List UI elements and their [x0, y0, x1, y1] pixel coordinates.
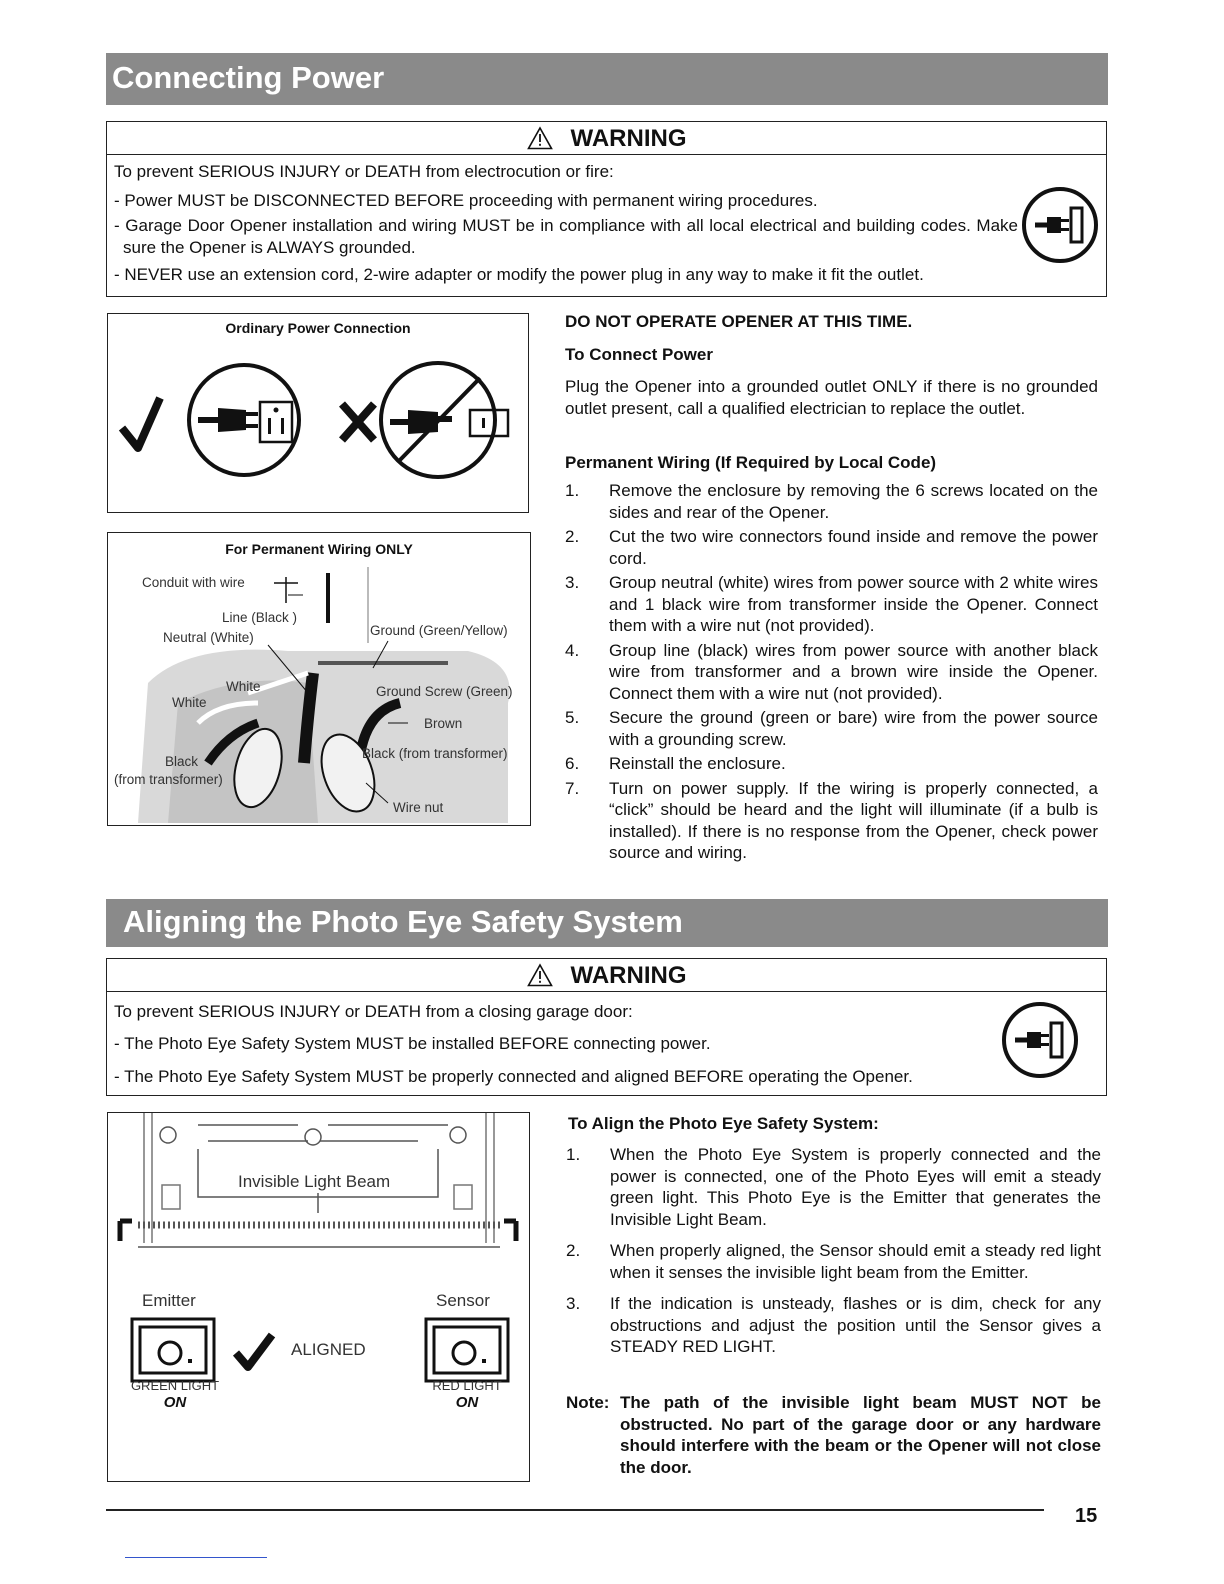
warning-item: - NEVER use an extension cord, 2-wire adapter or modify the power plug in any way to make it fit the outlet. — [114, 265, 924, 284]
label-black-from-transformer: Black (from transformer) — [362, 746, 508, 761]
emitter-photo-eye-icon — [130, 1317, 216, 1383]
label-white: White — [172, 695, 207, 710]
label-white: White — [226, 679, 261, 694]
warning-item: - The Photo Eye Safety System MUST be properly connected and aligned BEFORE operating the Opener. — [114, 1067, 913, 1086]
label-wire-nut: Wire nut — [393, 800, 444, 815]
section-title-text: Aligning the Photo Eye Safety System — [123, 904, 683, 939]
label-black: Black — [165, 754, 199, 769]
label-ground-screw: Ground Screw (Green) — [376, 684, 513, 699]
garage-door-beam-illustration — [108, 1113, 529, 1273]
warning-item: - Power MUST be DISCONNECTED BEFORE proceeding with permanent wiring procedures. — [114, 191, 818, 210]
warning-triangle-icon — [527, 126, 553, 150]
label-from-transformer: (from transformer) — [114, 772, 223, 787]
align-steps — [566, 1144, 1101, 1358]
warning-triangle-icon — [527, 963, 553, 987]
step-text: Turn on power supply. If the wiring is properly connected, a “click” should be heard and the light will illuminate (if a bulb is installed). If there is no response from the Opener, check power source and wiring. — [609, 778, 1098, 862]
x-mark-icon — [342, 404, 374, 440]
beam-label: Invisible Light Beam — [238, 1172, 391, 1191]
connect-power-heading: To Connect Power — [565, 345, 713, 364]
step-item — [565, 640, 1098, 705]
unplug-icon — [1019, 184, 1101, 266]
check-icon — [232, 1331, 276, 1373]
note-label: Note: — [566, 1393, 610, 1412]
step-number: 6. — [565, 754, 580, 773]
right-rail-bracket — [504, 1221, 516, 1241]
unplug-icon — [999, 999, 1081, 1081]
emitter-label: Emitter — [142, 1291, 196, 1310]
step-item — [565, 753, 1098, 775]
step-text: When properly aligned, the Sensor should emit a steady red light when it senses the invisible light beam from the Emitter. — [610, 1241, 1101, 1282]
step-text: Group line (black) wires from power source with another black wire from transformer and a brown wire inside the Opener. Connect them with a wire nut (not provided). — [609, 640, 1098, 703]
warning-box-electrocution — [106, 121, 1107, 297]
notice-do-not-operate: DO NOT OPERATE OPENER AT THIS TIME. — [565, 312, 913, 331]
step-item — [565, 572, 1098, 637]
section-title-photo-eye — [106, 899, 1108, 947]
step-number: 4. — [565, 640, 580, 660]
permanent-wiring-heading: Permanent Wiring (If Required by Local Code) — [565, 453, 937, 472]
label-brown: Brown — [424, 716, 463, 731]
warning-box-closing-door — [106, 958, 1107, 1096]
step-item — [565, 707, 1098, 750]
step-number: 2. — [566, 1241, 581, 1260]
step-item — [565, 480, 1098, 523]
warning-intro: To prevent SERIOUS INJURY or DEATH from a closing garage door: — [114, 1002, 633, 1021]
step-text: Secure the ground (green or bare) wire from the power source with a grounding screw. — [609, 708, 1098, 749]
align-note — [566, 1392, 1101, 1478]
step-item — [566, 1293, 1101, 1358]
warning-heading: WARNING — [107, 959, 1106, 992]
step-text: Remove the enclosure by removing the 6 screws located on the sides and rear of the Opener. — [609, 481, 1098, 522]
red-light-label: RED LIGHT — [432, 1378, 502, 1393]
check-icon — [122, 398, 160, 448]
figure-photo-eye — [107, 1112, 530, 1482]
step-number: 2. — [565, 527, 580, 546]
step-item — [565, 526, 1098, 569]
figure-caption: Ordinary Power Connection — [225, 320, 411, 336]
step-number: 3. — [566, 1294, 581, 1313]
section-title-connecting-power — [106, 53, 1108, 105]
align-heading: To Align the Photo Eye Safety System: — [568, 1114, 879, 1133]
figure-power-connection — [107, 313, 529, 513]
step-number: 5. — [565, 708, 580, 727]
sensor-photo-eye-icon — [424, 1317, 510, 1383]
warning-item: - Garage Door Opener installation and wiring MUST be in compliance with all local electrical and building codes. Make sure the Opener is ALWAYS grounded. — [114, 216, 1018, 257]
footer-link-line — [125, 1557, 267, 1558]
step-item — [565, 778, 1098, 864]
step-number: 7. — [565, 778, 580, 798]
figure-caption: For Permanent Wiring ONLY — [225, 541, 413, 557]
step-item — [566, 1144, 1101, 1230]
step-text: Reinstall the enclosure. — [609, 754, 786, 773]
aligned-label: ALIGNED — [291, 1340, 366, 1359]
left-rail-bracket — [120, 1221, 132, 1241]
sensor-on-label: ON — [455, 1394, 479, 1411]
step-item — [566, 1240, 1101, 1283]
step-text: Cut the two wire connectors found inside and remove the power cord. — [609, 527, 1098, 568]
step-number: 1. — [566, 1145, 581, 1164]
step-number: 3. — [565, 573, 580, 592]
figure-permanent-wiring — [107, 532, 531, 826]
green-light-label: GREEN LIGHT — [130, 1378, 220, 1393]
footer-rule — [106, 1509, 1044, 1511]
label-neutral: Neutral (White) — [163, 630, 254, 645]
step-text: If the indication is unsteady, flashes or is dim, check for any obstructions and adjust the position until the Sensor gives a STEADY RED LIGHT. — [610, 1294, 1101, 1356]
section-title-text: Connecting Power — [112, 60, 385, 95]
step-text: Group neutral (white) wires from power source with 2 white wires and 1 black wire from transformer inside the Opener. Connect them with a wire nut (not provided). — [609, 573, 1098, 635]
sensor-label: Sensor — [436, 1291, 490, 1310]
emitter-on-label: ON — [163, 1394, 187, 1411]
page-number: 15 — [1075, 1505, 1098, 1527]
label-line: Line (Black ) — [222, 610, 298, 625]
warning-heading: WARNING — [107, 122, 1106, 155]
warning-item: - The Photo Eye Safety System MUST be installed BEFORE connecting power. — [114, 1034, 711, 1053]
step-text: When the Photo Eye System is properly connected and the power is connected, one of the Photo Eyes will emit a steady green light. This Photo Eye is the Emitter that generates the Invisible Light Beam. — [610, 1145, 1101, 1229]
warning-intro: To prevent SERIOUS INJURY or DEATH from electrocution or fire: — [114, 162, 614, 181]
connect-power-text: Plug the Opener into a grounded outlet ONLY if there is no grounded outlet present, call a qualified electrician to replace the outlet. — [565, 377, 1098, 418]
note-text: The path of the invisible light beam MUST NOT be obstructed. No part of the garage door or any hardware should interfere with the beam or the Opener will not close the door. — [620, 1393, 1101, 1477]
permanent-wiring-steps — [565, 480, 1098, 864]
step-number: 1. — [565, 481, 580, 500]
label-ground: Ground (Green/Yellow) — [370, 623, 508, 638]
label-conduit: Conduit with wire — [142, 575, 245, 590]
power-connection-illustration — [108, 340, 528, 510]
